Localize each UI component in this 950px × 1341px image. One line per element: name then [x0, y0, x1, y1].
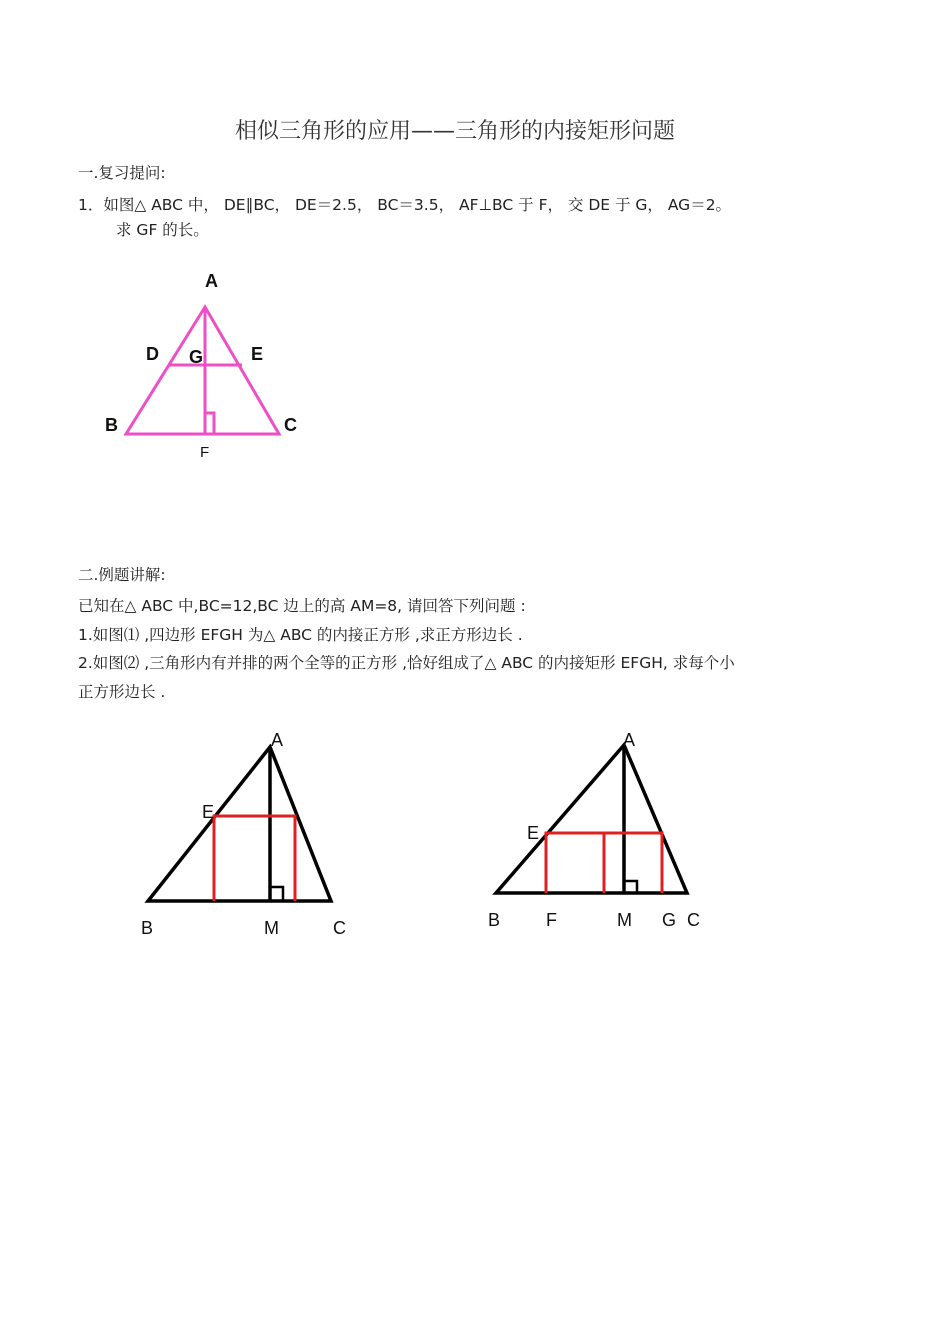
problem1-line1: 1．如图△ ABC 中， DE∥BC， DE＝2.5， BC＝3.5， AF⊥BC 于 F， 交 DE 于 G， AG＝2。	[78, 196, 732, 214]
page-title: 相似三角形的应用——三角形的内接矩形问题	[234, 119, 675, 144]
fig3-label-f: F	[546, 910, 557, 930]
section2-line1: 已知在△ ABC 中,BC=12,BC 边上的高 AM=8, 请回答下列问题 :	[78, 597, 526, 615]
label-d: D	[146, 344, 159, 364]
triangle-abc	[126, 307, 279, 434]
fig2-label-a: A	[271, 730, 284, 750]
problem1-line2: 求 GF 的长。	[116, 221, 209, 239]
fig3-label-a: A	[623, 730, 636, 750]
fig2-label-b: B	[141, 918, 154, 938]
label-b: B	[105, 415, 118, 435]
label-a: A	[205, 271, 218, 291]
section2-line2: 1.如图⑴ ,四边形 EFGH 为△ ABC 的内接正方形 ,求正方形边长 .	[78, 626, 523, 644]
label-e: E	[251, 344, 264, 364]
fig3-label-b: B	[488, 910, 501, 930]
fig2-label-e: E	[202, 802, 215, 822]
fig2-label-c: C	[333, 918, 346, 938]
fig3-label-c: C	[687, 910, 700, 930]
section2-heading: 二.例题讲解:	[78, 566, 166, 584]
fig3-label-m: M	[617, 910, 632, 930]
label-c: C	[284, 415, 297, 435]
label-f: F	[200, 444, 210, 461]
fig2-label-m: M	[264, 918, 279, 938]
figure1-shapes	[126, 307, 279, 434]
fig3-label-g: G	[662, 910, 677, 930]
label-g: G	[189, 347, 204, 367]
section2-line4: 正方形边长 .	[78, 683, 166, 701]
section1-heading: 一.复习提问:	[78, 164, 166, 182]
section2-line3: 2.如图⑵ ,三角形内有并排的两个全等的正方形 ,恰好组成了△ ABC 的内接矩形 EFGH, 求每个小	[78, 654, 735, 672]
fig3-label-e: E	[527, 823, 540, 843]
